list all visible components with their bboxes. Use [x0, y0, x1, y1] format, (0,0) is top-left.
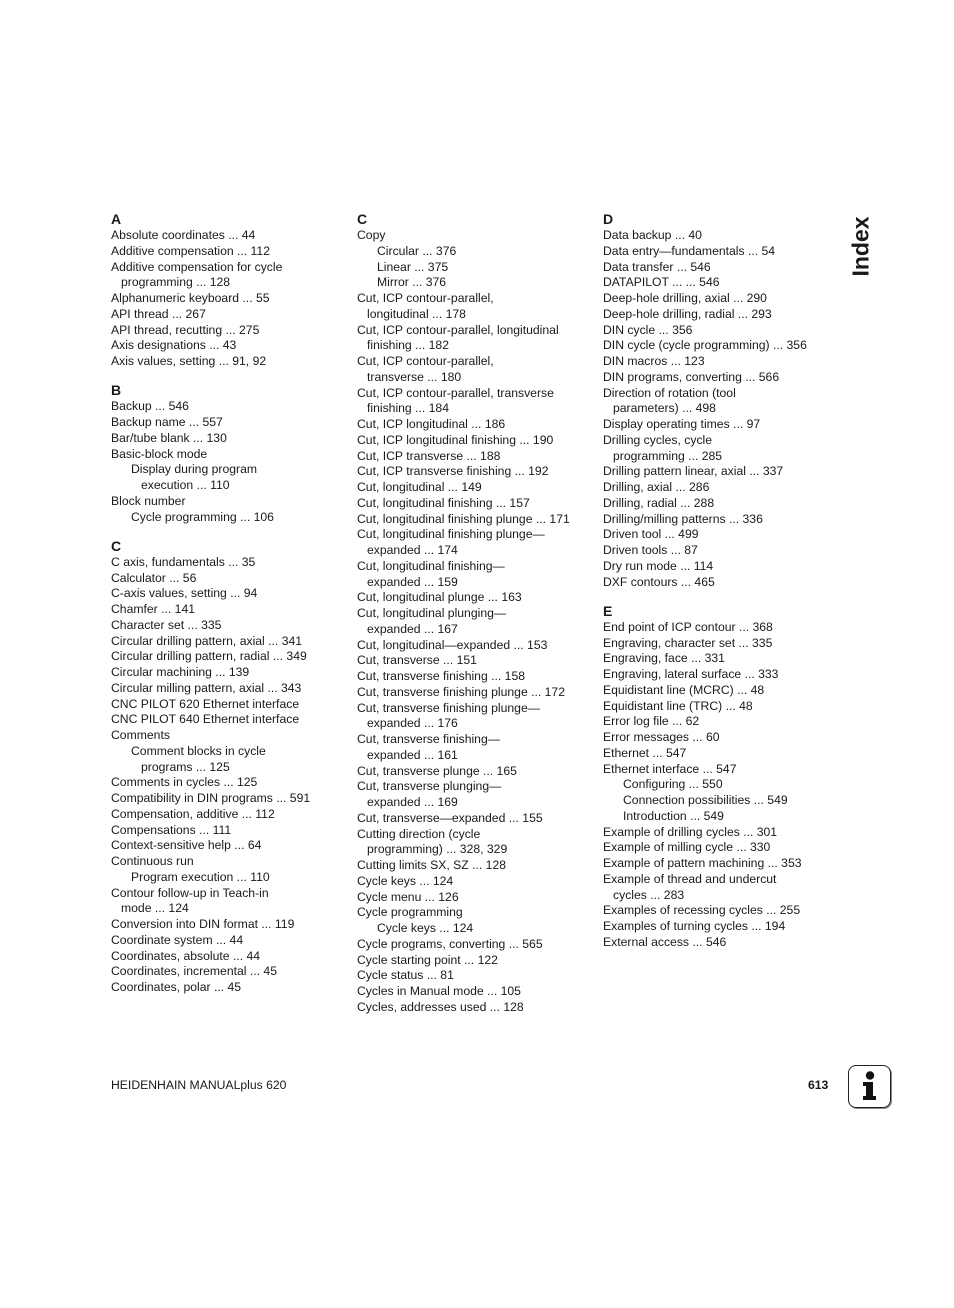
entry-text: Cut, ICP contour-parallel, transverse [357, 385, 554, 400]
entry-text: Equidistant line (TRC) ... 48 [603, 698, 753, 713]
index-entry-drilling-axial-286 [603, 480, 839, 496]
index-entry-cnc-pilot-640-ethernet-interface [111, 712, 347, 728]
entry-text: API thread ... 267 [111, 306, 206, 321]
index-entry-additive-compensation-112 [111, 244, 347, 260]
entry-text: Cut, ICP contour-parallel, [357, 291, 494, 305]
index-entry-compatibility-in-din-programs-591 [111, 791, 347, 807]
entry-continuation: transverse ... 180 [367, 369, 462, 384]
entry-text: Engraving, lateral surface ... 333 [603, 667, 779, 681]
index-subentry-connection-possibilities-549 [603, 793, 839, 809]
entry-text: Ethernet ... 547 [603, 745, 687, 760]
entry-text: Cut, ICP transverse ... 188 [357, 448, 501, 463]
section-letter: E [603, 602, 613, 619]
entry-text: Block number [111, 493, 186, 508]
index-entry-display-operating-times-97 [603, 417, 839, 433]
entry-text: Program execution ... 110 [131, 869, 270, 884]
entry-text: Data backup ... 40 [603, 228, 702, 242]
index-entry-backup-name-557 [111, 415, 347, 431]
index-entry-cut-longitudinal-plunge-163 [357, 590, 593, 606]
entry-text: Coordinates, absolute ... 44 [111, 948, 261, 963]
index-entry-cut-longitudinal-finishing-157 [357, 496, 593, 512]
entry-text: Absolute coordinates ... 44 [111, 228, 256, 242]
index-entry-api-thread-267 [111, 307, 347, 323]
index-side-tab [846, 211, 876, 281]
index-entry-additive-compensation-for-cycle [111, 260, 347, 292]
entry-text: Linear ... 375 [377, 259, 449, 274]
index-entry-axis-designations-43 [111, 338, 347, 354]
index-entry-chamfer-141 [111, 602, 347, 618]
index-entry-cut-longitudinal-plunging [357, 606, 593, 638]
entry-text: Additive compensation ... 112 [111, 243, 270, 258]
index-entry-external-access-546 [603, 935, 839, 951]
index-entry-cnc-pilot-620-ethernet-interface [111, 697, 347, 713]
index-entry-din-programs-converting-566 [603, 370, 839, 386]
index-entry-cut-icp-contour-parallel-transverse [357, 386, 593, 418]
entry-text: Cut, longitudinal—expanded ... 153 [357, 637, 548, 652]
side-tab-label: Index [847, 215, 874, 277]
entry-text: Character set ... 335 [111, 617, 222, 632]
footer-title: HEIDENHAIN MANUALplus 620 [111, 1078, 287, 1092]
index-entry-cycle-programs-converting-565 [357, 937, 593, 953]
section-letter: D [603, 211, 614, 227]
entry-text: Mirror ... 376 [377, 275, 447, 290]
entry-text: Cycle programming [357, 905, 463, 920]
index-entry-block-number [111, 494, 347, 510]
entry-text: DIN programs, converting ... 566 [603, 369, 780, 384]
index-entry-compensation-additive-112 [111, 807, 347, 823]
index-entry-cut-longitudinal-expanded-153 [357, 638, 593, 654]
index-entry-equidistant-line-mcrc-48 [603, 683, 839, 699]
entry-text: Cutting direction (cycle [357, 826, 481, 841]
index-entry-cut-icp-contour-parallel [357, 291, 593, 323]
entry-text: Cycle status ... 81 [357, 968, 454, 983]
entry-text: Alphanumeric keyboard ... 55 [111, 291, 270, 305]
entry-text: DIN cycle (cycle programming) ... 356 [603, 338, 807, 353]
index-section-c [111, 538, 347, 996]
entry-text: Drilling, axial ... 286 [603, 480, 710, 494]
index-entry-coordinates-incremental-45 [111, 964, 347, 980]
index-entry-deep-hole-drilling-axial-290 [603, 291, 839, 307]
entry-text: Cut, transverse ... 151 [357, 653, 477, 668]
entry-text: Cycle starting point ... 122 [357, 952, 498, 967]
index-column-2 [357, 211, 593, 1028]
entry-text: Compatibility in DIN programs ... 591 [111, 791, 311, 805]
entry-text: Example of pattern machining ... 353 [603, 856, 802, 870]
entry-text: Cut, longitudinal plunging— [357, 606, 507, 620]
entry-continuation: programs ... 125 [141, 759, 230, 774]
entry-text: Cut, transverse—expanded ... 155 [357, 810, 543, 825]
index-subentry-linear-375 [357, 260, 593, 276]
entry-text: Cut, ICP transverse finishing ... 192 [357, 464, 549, 479]
entry-text: Cut, longitudinal plunge ... 163 [357, 590, 522, 605]
entry-continuation: expanded ... 176 [367, 716, 458, 731]
entry-text: Example of milling cycle ... 330 [603, 840, 771, 855]
index-entry-coordinates-absolute-44 [111, 949, 347, 965]
entry-text: Equidistant line (MCRC) ... 48 [603, 682, 765, 697]
index-column-3 [603, 211, 839, 963]
index-entry-cycle-menu-126 [357, 890, 593, 906]
entry-text: Direction of rotation (tool [603, 385, 736, 400]
entry-continuation: finishing ... 182 [367, 338, 449, 353]
index-entry-cut-icp-transverse-finishing-192 [357, 464, 593, 480]
index-entry-datapilot-546 [603, 275, 839, 291]
index-entry-cut-transverse-finishing [357, 732, 593, 764]
entry-text: External access ... 546 [603, 934, 727, 949]
entry-continuation: finishing ... 184 [367, 401, 449, 416]
index-entry-data-entry-fundamentals-54 [603, 244, 839, 260]
index-entry-cycle-keys-124 [357, 874, 593, 890]
index-entry-engraving-character-set-335 [603, 636, 839, 652]
index-entry-driven-tools-87 [603, 543, 839, 559]
entry-text: CNC PILOT 640 Ethernet interface [111, 712, 300, 727]
index-subentry-comment-blocks-in-cycle [111, 744, 347, 776]
entry-text: Drilling/milling patterns ... 336 [603, 511, 763, 526]
entry-text: Ethernet interface ... 547 [603, 761, 737, 776]
entry-text: Circular machining ... 139 [111, 665, 250, 679]
entry-text: Comments [111, 728, 170, 742]
entry-text: Examples of recessing cycles ... 255 [603, 903, 801, 918]
entry-text: Driven tool ... 499 [603, 527, 699, 542]
index-entry-data-transfer-546 [603, 260, 839, 276]
index-entry-din-cycle-356 [603, 323, 839, 339]
index-subentry-cycle-keys-124 [357, 921, 593, 937]
index-entry-direction-of-rotation-tool [603, 386, 839, 418]
index-entry-circular-machining-139 [111, 665, 347, 681]
entry-text: Cut, transverse finishing— [357, 732, 500, 746]
entry-text: Introduction ... 549 [623, 808, 724, 823]
index-section-d [603, 211, 839, 590]
index-entry-continuous-run [111, 854, 347, 870]
index-entry-absolute-coordinates-44 [111, 228, 347, 244]
entry-text: Coordinate system ... 44 [111, 932, 244, 947]
index-entry-cut-icp-longitudinal-finishing-190 [357, 433, 593, 449]
index-entry-conversion-into-din-format-119 [111, 917, 347, 933]
index-entry-c-axis-fundamentals-35 [111, 555, 347, 571]
entry-text: Connection possibilities ... 549 [623, 793, 788, 807]
index-section-c [357, 211, 593, 1016]
entry-continuation: expanded ... 167 [367, 621, 458, 636]
entry-text: Continuous run [111, 854, 194, 868]
entry-text: Cut, transverse plunging— [357, 779, 502, 794]
index-entry-cutting-direction-cycle [357, 827, 593, 859]
entry-continuation: programming ... 128 [121, 275, 231, 290]
entry-text: Example of thread and undercut [603, 871, 777, 886]
entry-text: Deep-hole drilling, axial ... 290 [603, 291, 767, 305]
entry-continuation: longitudinal ... 178 [367, 306, 466, 321]
entry-text: Error messages ... 60 [603, 730, 720, 744]
index-subentry-program-execution-110 [111, 870, 347, 886]
index-entry-cut-icp-transverse-188 [357, 449, 593, 465]
entry-text: CNC PILOT 620 Ethernet interface [111, 696, 300, 711]
entry-text: DATAPILOT ... ... 546 [603, 275, 720, 290]
index-entry-api-thread-recutting-275 [111, 323, 347, 339]
entry-text: Cycles, addresses used ... 128 [357, 999, 524, 1014]
entry-text: Cut, ICP contour-parallel, longitudinal [357, 322, 559, 337]
index-entry-dry-run-mode-114 [603, 559, 839, 575]
index-entry-cycles-addresses-used-128 [357, 1000, 593, 1016]
index-entry-cycle-programming [357, 905, 593, 921]
index-entry-din-macros-123 [603, 354, 839, 370]
index-entry-cut-transverse-finishing-plunge [357, 701, 593, 733]
entry-text: Conversion into DIN format ... 119 [111, 917, 295, 931]
entry-text: Coordinates, polar ... 45 [111, 980, 242, 994]
index-entry-c-axis-values-setting-94 [111, 586, 347, 602]
entry-text: Calculator ... 56 [111, 570, 197, 585]
entry-text: Cut, transverse finishing ... 158 [357, 669, 526, 683]
index-entry-compensations-111 [111, 823, 347, 839]
entry-text: Compensations ... 111 [111, 822, 232, 837]
index-section-e [603, 603, 839, 951]
entry-continuation: expanded ... 174 [367, 543, 458, 557]
index-entry-cycles-in-manual-mode-105 [357, 984, 593, 1000]
index-entry-cut-icp-contour-parallel-longitudinal [357, 323, 593, 355]
page-number: 613 [808, 1078, 829, 1092]
entry-text: Compensation, additive ... 112 [111, 806, 275, 821]
index-entry-cut-transverse-expanded-155 [357, 811, 593, 827]
index-entry-alphanumeric-keyboard-55 [111, 291, 347, 307]
index-subentry-cycle-programming-106 [111, 510, 347, 526]
index-subentry-display-during-program [111, 462, 347, 494]
index-entry-data-backup-40 [603, 228, 839, 244]
index-entry-cut-longitudinal-finishing-plunge-171 [357, 512, 593, 528]
entry-text: Axis designations ... 43 [111, 338, 237, 353]
index-entry-coordinate-system-44 [111, 933, 347, 949]
index-entry-circular-milling-pattern-axial-343 [111, 681, 347, 697]
index-entry-bar-tube-blank-130 [111, 431, 347, 447]
index-entry-circular-drilling-pattern-axial-341 [111, 634, 347, 650]
entry-text: DIN macros ... 123 [603, 354, 705, 368]
entry-text: Coordinates, incremental ... 45 [111, 964, 277, 979]
index-entry-example-of-thread-and-undercut [603, 872, 839, 904]
entry-text: API thread, recutting ... 275 [111, 322, 260, 337]
index-subentry-mirror-376 [357, 275, 593, 291]
index-entry-drilling-milling-patterns-336 [603, 512, 839, 528]
entry-text: Backup ... 546 [111, 399, 189, 414]
section-letter: B [111, 382, 122, 399]
index-entry-error-messages-60 [603, 730, 839, 746]
entry-text: Copy [357, 228, 386, 242]
index-entry-calculator-56 [111, 571, 347, 587]
entry-text: C-axis values, setting ... 94 [111, 586, 258, 601]
index-entry-axis-values-setting-91-92 [111, 354, 347, 370]
entry-text: Cycle keys ... 124 [357, 873, 454, 888]
entry-text: C axis, fundamentals ... 35 [111, 554, 256, 569]
entry-continuation: execution ... 110 [141, 478, 230, 492]
entry-text: Data transfer ... 546 [603, 259, 711, 274]
entry-text: Cutting limits SX, SZ ... 128 [357, 858, 507, 872]
entry-text: Drilling, radial ... 288 [603, 495, 715, 510]
index-entry-drilling-pattern-linear-axial-337 [603, 464, 839, 480]
index-entry-cut-icp-contour-parallel [357, 354, 593, 386]
index-entry-end-point-of-icp-contour-368 [603, 620, 839, 636]
entry-text: Cycle menu ... 126 [357, 889, 459, 904]
entry-text: Comments in cycles ... 125 [111, 775, 258, 790]
entry-text: Cycle programs, converting ... 565 [357, 936, 543, 951]
entry-text: Engraving, face ... 331 [603, 651, 725, 666]
entry-text: Cut, transverse finishing plunge ... 172 [357, 684, 565, 699]
index-column-1 [111, 211, 347, 1008]
index-subentry-introduction-549 [603, 809, 839, 825]
entry-text: Example of drilling cycles ... 301 [603, 824, 778, 839]
info-i-icon [848, 1065, 891, 1108]
entry-text: Cut, longitudinal finishing plunge— [357, 527, 545, 542]
index-section-a [111, 211, 347, 370]
index-entry-example-of-pattern-machining-353 [603, 856, 839, 872]
entry-text: Cycle keys ... 124 [377, 921, 474, 935]
index-entry-example-of-milling-cycle-330 [603, 840, 839, 856]
index-entry-deep-hole-drilling-radial-293 [603, 307, 839, 323]
entry-continuation: expanded ... 159 [367, 574, 458, 589]
entry-text: Drilling pattern linear, axial ... 337 [603, 464, 784, 479]
index-entry-cut-transverse-plunging [357, 779, 593, 811]
entry-text: Engraving, character set ... 335 [603, 635, 773, 650]
entry-continuation: cycles ... 283 [613, 887, 685, 902]
index-entry-cutting-limits-sx-sz-128 [357, 858, 593, 874]
index-entry-engraving-lateral-surface-333 [603, 667, 839, 683]
entry-text: Deep-hole drilling, radial ... 293 [603, 306, 772, 321]
index-section-b [111, 382, 347, 525]
entry-text: Configuring ... 550 [623, 777, 723, 792]
entry-text: Cut, ICP longitudinal ... 186 [357, 417, 506, 431]
index-entry-example-of-drilling-cycles-301 [603, 825, 839, 841]
index-entry-ethernet-interface-547 [603, 762, 839, 778]
entry-text: DXF contours ... 465 [603, 574, 715, 589]
index-entry-comments-in-cycles-125 [111, 775, 347, 791]
index-entry-cut-icp-longitudinal-186 [357, 417, 593, 433]
index-entry-character-set-335 [111, 618, 347, 634]
index-entry-backup-546 [111, 399, 347, 415]
entry-text: Display during program [131, 462, 257, 477]
index-subentry-circular-376 [357, 244, 593, 260]
entry-text: Cut, ICP longitudinal finishing ... 190 [357, 432, 554, 447]
index-entry-engraving-face-331 [603, 651, 839, 667]
entry-text: Cut, longitudinal finishing— [357, 558, 505, 573]
index-entry-examples-of-turning-cycles-194 [603, 919, 839, 935]
index-entry-cycle-starting-point-122 [357, 953, 593, 969]
entry-text: End point of ICP contour ... 368 [603, 619, 773, 634]
entry-text: Contour follow-up in Teach-in [111, 885, 269, 900]
entry-continuation: expanded ... 169 [367, 795, 458, 809]
entry-text: Error log file ... 62 [603, 714, 700, 729]
entry-text: Display operating times ... 97 [603, 417, 761, 431]
entry-text: Bar/tube blank ... 130 [111, 430, 227, 445]
entry-text: Circular drilling pattern, radial ... 349 [111, 649, 307, 664]
entry-text: Basic-block mode [111, 446, 208, 461]
section-letter: A [111, 211, 122, 227]
index-entry-context-sensitive-help-64 [111, 838, 347, 854]
index-entry-contour-follow-up-in-teach-in [111, 886, 347, 918]
index-entry-cut-transverse-plunge-165 [357, 764, 593, 780]
index-entry-dxf-contours-465 [603, 575, 839, 591]
index-entry-cut-longitudinal-finishing [357, 559, 593, 591]
entry-text: DIN cycle ... 356 [603, 322, 693, 337]
index-entry-drilling-cycles-cycle [603, 433, 839, 465]
entry-text: Cut, longitudinal finishing ... 157 [357, 495, 530, 510]
index-entry-copy [357, 228, 593, 244]
index-entry-din-cycle-cycle-programming-356 [603, 338, 839, 354]
entry-text: Cycles in Manual mode ... 105 [357, 984, 521, 998]
entry-text: Chamfer ... 141 [111, 602, 195, 616]
entry-continuation: parameters) ... 498 [613, 401, 716, 416]
entry-text: Cut, longitudinal ... 149 [357, 480, 482, 494]
entry-text: Dry run mode ... 114 [603, 558, 714, 573]
index-entry-drilling-radial-288 [603, 496, 839, 512]
entry-text: Context-sensitive help ... 64 [111, 838, 262, 853]
entry-text: Circular drilling pattern, axial ... 341 [111, 633, 303, 648]
index-entry-circular-drilling-pattern-radial-349 [111, 649, 347, 665]
entry-continuation: mode ... 124 [121, 901, 189, 916]
entry-text: Cut, transverse finishing plunge— [357, 700, 540, 715]
entry-text: Data entry—fundamentals ... 54 [603, 243, 776, 258]
entry-text: Cut, longitudinal finishing plunge ... 171 [357, 511, 570, 526]
index-entry-cut-longitudinal-149 [357, 480, 593, 496]
entry-continuation: programming ... 285 [613, 448, 723, 463]
entry-text: Drilling cycles, cycle [603, 432, 713, 447]
index-entry-cut-transverse-finishing-158 [357, 669, 593, 685]
index-entry-driven-tool-499 [603, 527, 839, 543]
entry-text: Cut, transverse plunge ... 165 [357, 763, 517, 778]
entry-continuation: expanded ... 161 [367, 747, 458, 762]
entry-text: Comment blocks in cycle [131, 743, 266, 758]
entry-text: Axis values, setting ... 91, 92 [111, 354, 267, 368]
section-letter: C [111, 537, 122, 554]
entry-text: Circular milling pattern, axial ... 343 [111, 680, 302, 695]
entry-continuation: programming) ... 328, 329 [367, 842, 508, 857]
entry-text: Examples of turning cycles ... 194 [603, 919, 786, 933]
entry-text: Cycle programming ... 106 [131, 509, 274, 524]
index-entry-error-log-file-62 [603, 714, 839, 730]
index-entry-cut-transverse-finishing-plunge-172 [357, 685, 593, 701]
index-entry-basic-block-mode [111, 447, 347, 463]
entry-text: Backup name ... 557 [111, 415, 223, 429]
index-entry-cycle-status-81 [357, 968, 593, 984]
info-glyph [849, 1066, 889, 1106]
index-entry-comments [111, 728, 347, 744]
index-subentry-configuring-550 [603, 777, 839, 793]
index-entry-cut-transverse-151 [357, 653, 593, 669]
section-letter: C [357, 211, 368, 227]
entry-text: Additive compensation for cycle [111, 259, 283, 274]
index-entry-cut-longitudinal-finishing-plunge [357, 527, 593, 559]
index-entry-ethernet-547 [603, 746, 839, 762]
entry-text: Circular ... 376 [377, 243, 457, 258]
index-entry-coordinates-polar-45 [111, 980, 347, 996]
entry-text: Driven tools ... 87 [603, 543, 698, 557]
index-entry-examples-of-recessing-cycles-255 [603, 903, 839, 919]
entry-text: Cut, ICP contour-parallel, [357, 354, 494, 368]
index-entry-equidistant-line-trc-48 [603, 699, 839, 715]
